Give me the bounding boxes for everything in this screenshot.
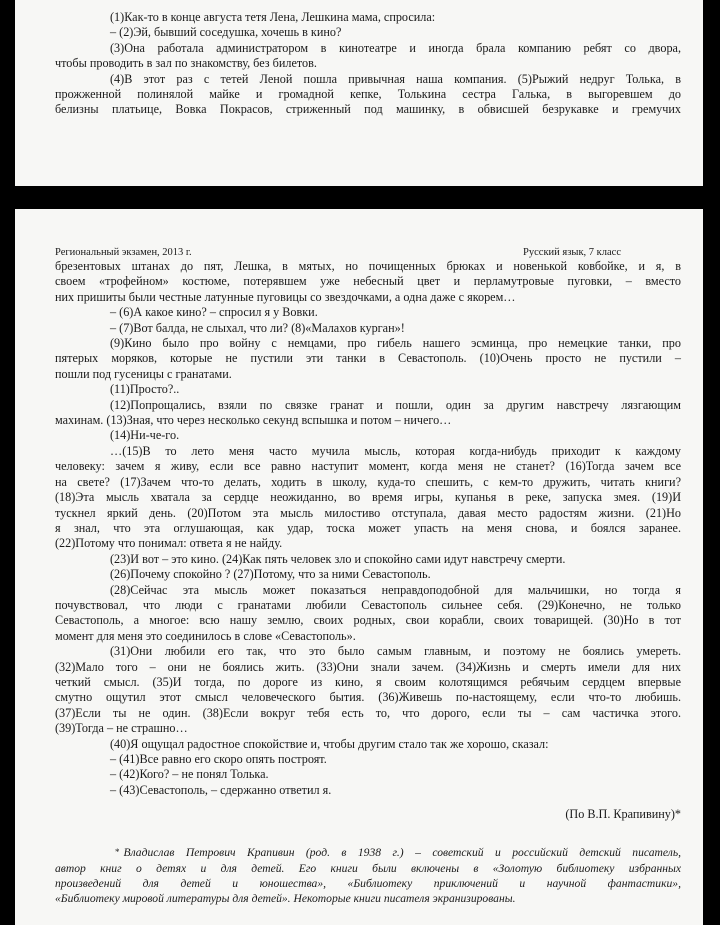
text-line: (4)В этот раз с тетей Леной пошла привычная наша компания. (5)Рыжий недруг Толька, в [110, 71, 681, 86]
footnote [55, 845, 681, 907]
author-attribution: (По В.П. Крапивину)* [565, 807, 681, 822]
footnote-marker: * [115, 847, 120, 858]
text-line: момент для меня это соединилось в слове «Севастополь». [55, 628, 356, 643]
footnote-line [55, 891, 681, 906]
text-line: – (7)Вот балда, не слыхал, что ли? (8)«Малахов курган»! [110, 320, 405, 335]
text-line: – (6)А какое кино? – спросил я у Вовки. [110, 305, 318, 320]
text-line: махинам. (13)Зная, что через несколько секунд вспышка и потом – ничего… [55, 413, 452, 428]
page-header [55, 246, 681, 259]
text-line: …(15)В то лето меня часто мучила мысль, которая когда-нибудь приходит к каждому [110, 443, 681, 458]
text-line: (37)Если ты не один. (38)Если вокруг тебя есть то, что дорого, если ты – сам частичка этого. [55, 705, 681, 720]
text-block [55, 259, 681, 798]
text-line: (9)Кино было про войну с немцами, про гибель нашего эсминца, про немецкие танки, про [110, 336, 681, 351]
text-line: я знал, что эта оглушающая, как удар, тоска может упасть на меня снова, и боялся заранее. [55, 520, 681, 535]
text-line: пошли под гусеницы с гранатами. [55, 366, 232, 381]
text-line: них пришиты были честные латунные пуговицы со звездочками, а одна даже с якорем… [55, 289, 516, 304]
text-line: (28)Сейчас эта мысль может показаться неправдоподобной для мальчишки, но тогда я [110, 582, 681, 597]
text-line: белизны платьице, Вовка Покрасов, стриженный под машинку, в обвисшей безрукавке и гремучих [55, 102, 681, 117]
text-line: прожженной полинялой майке и громадной кепке, Толькина сестра Галька, в выгоревшем до [55, 87, 681, 102]
text-line: (12)Попрощались, взяли по связке гранат и пошли, один за другим навстречу лязгающим [110, 397, 681, 412]
text-line: чтобы проводить в зал по знакомству, без билетов. [55, 56, 317, 71]
text-line: тускнел яркий день. (20)Потом эта мысль милостиво отступала, давая место радостям жизни. (21)Но [55, 505, 681, 520]
footnote-text: произведений для детей и юношества», «Библиотеку приключений и научной фантастики», [55, 877, 681, 891]
text-line: – (43)Севастополь, – сдержанно ответил я. [110, 782, 332, 797]
text-block [55, 10, 681, 118]
text-line: четкий смысл. (35)И тогда, по дороге из кино, я своим колотящимся ребячьим сердцем впервые [55, 674, 681, 689]
text-line: брезентовых штанах до пят, Лешка, в мятых, но почищенных брюках и новенькой ковбойке, и я, в [55, 259, 681, 273]
text-line: на свете? (17)Зачем что-то делать, ходить в школу, куда-то спешить, с кем-то дружить, читать книги? [55, 474, 681, 489]
text-line: (18)Эта мысль хватала за сердце неожиданно, во время игры, купанья в реке, запуска змея. (19)И [55, 490, 681, 505]
text-line: (40)Я ощущал радостное спокойствие и, чтобы другим стало так же хорошо, сказал: [110, 736, 549, 751]
text-line: (11)Просто?.. [110, 382, 180, 397]
header-subject: Русский язык, 7 класс [523, 247, 621, 258]
text-line: – (42)Кого? – не понял Толька. [110, 767, 269, 782]
text-line: человеку: зачем я живу, если все равно наступит момент, когда меня не станет? (16)Тогда зачем все [55, 459, 681, 474]
text-line: (14)Ни-че-го. [110, 428, 180, 443]
footnote-text: «Библиотеку мировой литературы для детей». Некоторые книги писателя экранизированы. [55, 892, 516, 906]
text-line: своем «трофейном» костюме, потерявшем уже небесный цвет и перламутровые пуговки, – вместо [55, 274, 681, 289]
text-line: (1)Как-то в конце августа тетя Лена, Лешкина мама, спросила: [110, 10, 436, 24]
text-line: почувствовал, что люди с гранатами любили Севастополь сильнее себя. (29)Конечно, не только [55, 597, 681, 612]
text-line: (22)Потому что понимал: ответа я не найду. [55, 536, 283, 551]
footnote-line [55, 861, 681, 876]
text-line: (3)Она работала администратором в кинотеатре и иногда брала компанию ребят со двора, [110, 40, 681, 55]
text-line: Севастополь, а многое: всю нашу землю, своих родных, свои корабли, своих товарищей. (30)Но в тот [55, 613, 681, 628]
footnote-line [55, 876, 681, 891]
footnote-text: автор книг о детях и для детей. Его книги были включены в «Золотую библиотеку избранных [55, 861, 681, 875]
page-main [15, 209, 703, 925]
text-line: (31)Они любили его так, что это было самым главным, и поэтому не боялись умереть. [110, 644, 681, 659]
page-top-fragment [15, 0, 703, 186]
text-line: – (41)Все равно его скоро опять построят. [110, 752, 327, 766]
text-line: пятерых моряков, которые не пустили эти танки в Севастополь. (10)Очень просто не пустили – [55, 351, 681, 366]
text-line: (26)Почему спокойно ? (27)Потому, что за ними Севастополь. [110, 567, 431, 582]
text-line: – (2)Эй, бывший соседушка, хочешь в кино? [110, 25, 342, 40]
header-exam-title: Региональный экзамен, 2013 г. [55, 247, 192, 258]
footnote-text: Владислав Петрович Крапивин (род. в 1938 г.) – советский и российский детский писатель, [123, 846, 681, 860]
text-line: смутно ощутил этот смысл человеческого бытия. (36)Живешь по-настоящему, если что-то любишь. [55, 690, 681, 705]
text-line: (32)Мало того – они не боялись жить. (33)Они знали зачем. (34)Жизнь и смерть имели для них [55, 659, 681, 674]
text-line: (23)И вот – это кино. (24)Как пять человек зло и спокойно сами идут навстречу смерти. [110, 551, 566, 566]
footnote-line [55, 845, 681, 860]
text-line: (39)Тогда – не страшно… [55, 721, 188, 736]
